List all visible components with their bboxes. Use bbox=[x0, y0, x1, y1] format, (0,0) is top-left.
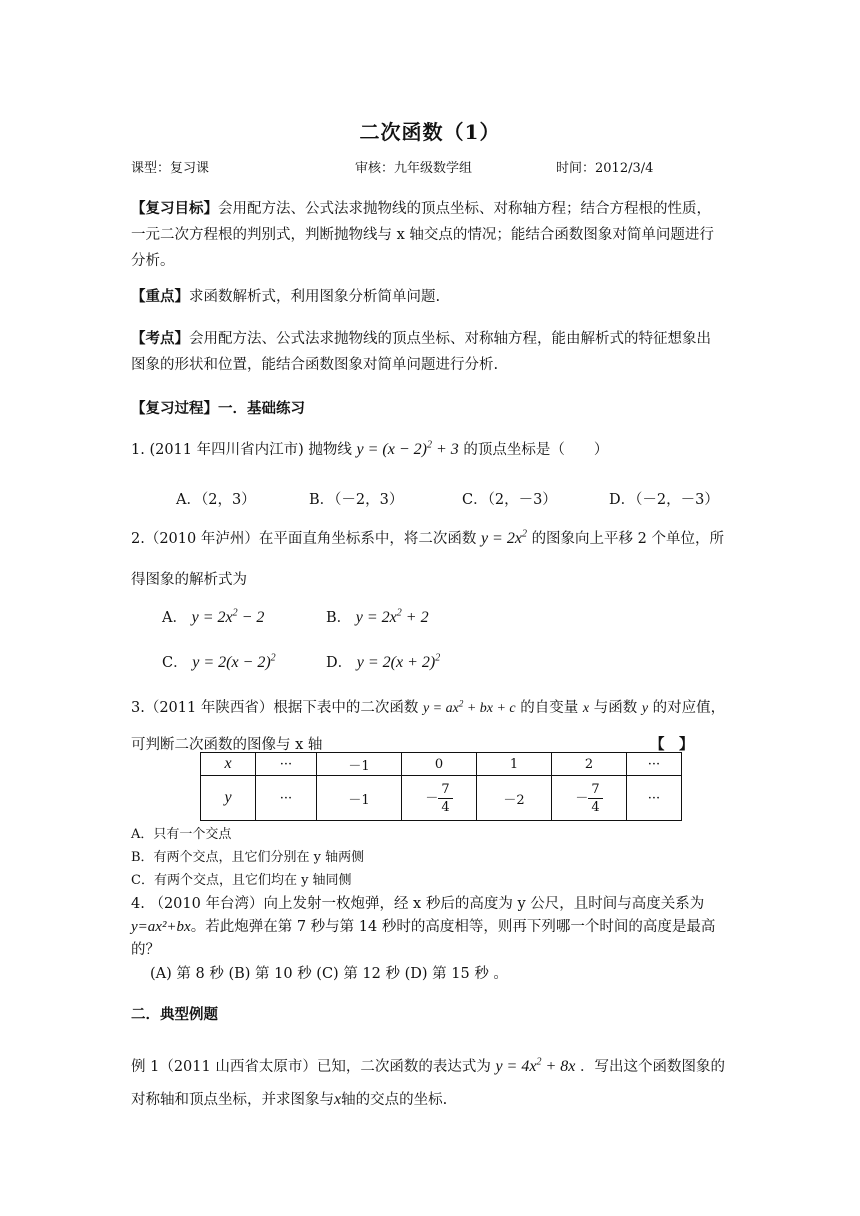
q2-formula: $y = 2x^2$ bbox=[480, 528, 527, 547]
q2-option-c: C． $y = 2(x - 2)^2$ bbox=[162, 652, 276, 671]
table-cell: －1 bbox=[317, 753, 402, 776]
lesson-type: 课型：复习课 bbox=[131, 161, 210, 176]
goals-line1: 会用配方法、公式法求抛物线的顶点坐标、对称轴方程；结合方程根的性质， bbox=[218, 201, 711, 217]
exam-point bbox=[131, 326, 731, 378]
q2-suffix: 的图象向上平移 2 个单位，所 bbox=[531, 531, 725, 547]
q1-suffix: 的顶点坐标是（ ） bbox=[463, 442, 609, 458]
table-cell: ··· bbox=[627, 753, 682, 776]
q2-line2: 得图象的解析式为 bbox=[131, 572, 247, 588]
q3-suffix3: 的对应值， bbox=[652, 700, 726, 716]
exam-point-line2: 图象的形状和位置，能结合函数图象对简单问题进行分析. bbox=[131, 357, 499, 373]
table-cell: 2 bbox=[552, 753, 627, 776]
fraction: $\frac{7}{4}$ bbox=[588, 781, 602, 816]
question-3 bbox=[131, 696, 725, 717]
reviewer: 审核：九年级数学组 bbox=[355, 161, 473, 176]
q3-line2: 可判断二次函数的图像与 x 轴 bbox=[131, 737, 323, 753]
review-process-heading bbox=[131, 396, 731, 422]
q2-option-d: D． $y = 2(x + 2)^2$ bbox=[326, 652, 441, 671]
q1-option-d: D．（－2，－3） bbox=[609, 492, 719, 508]
value-table bbox=[200, 752, 682, 821]
key-point bbox=[131, 284, 731, 310]
q4-options: (A) 第 8 秒 (B) 第 10 秒 (C) 第 12 秒 (D) 第 15 秒 。 bbox=[150, 966, 508, 982]
table-cell: －2 bbox=[477, 776, 552, 821]
q4-line3: 的？ bbox=[131, 942, 160, 958]
q2-option-b: B． $y = 2x^2 + 2$ bbox=[326, 607, 429, 626]
section2-heading: 二．典型例题 bbox=[131, 1006, 218, 1023]
q2-option-a: A． $y = 2x^2 - 2$ bbox=[162, 607, 265, 626]
table-cell: y bbox=[201, 776, 256, 821]
q1-option-c: C．（2，－3） bbox=[462, 492, 557, 508]
q3-answer-bracket: 【 】 bbox=[650, 736, 694, 753]
question-2 bbox=[131, 527, 724, 548]
table-row bbox=[201, 753, 682, 776]
goals-line2: 一元二次方程根的判别式，判断抛物线与 x 轴交点的情况；能结合函数图象对简单问题进行 bbox=[131, 227, 714, 243]
goals-label: 【复习目标】 bbox=[131, 200, 218, 217]
goals-line3: 分析。 bbox=[131, 253, 175, 269]
table-cell: ··· bbox=[627, 776, 682, 821]
table-row bbox=[201, 776, 682, 821]
q3-suffix2: 与函数 bbox=[593, 700, 638, 716]
example-1: 例 1（2011 山西省太原市）已知，二次函数的表达式为 $y = 4x^2 + 8x$ ．写出这个函数图象的 bbox=[131, 1056, 725, 1075]
table-cell: － $\frac{7}{4}$ bbox=[402, 776, 477, 821]
table-cell: 1 bbox=[477, 753, 552, 776]
q3-option-c: C．有两个交点，且它们均在 y 轴同侧 bbox=[131, 873, 352, 888]
q3-option-a: A．只有一个交点 bbox=[131, 827, 232, 842]
q3-var-x: x bbox=[582, 701, 590, 716]
q1-formula: $y = (x - 2)^2 + 3$ bbox=[356, 439, 459, 458]
q3-prefix: 3.（2011 年陕西省）根据下表中的二次函数 bbox=[131, 700, 419, 716]
q3-var-y: y bbox=[641, 701, 649, 716]
table-cell: －1 bbox=[317, 776, 402, 821]
fraction: $\frac{7}{4}$ bbox=[438, 781, 452, 816]
q4-line2: y=ax²+bx。若此炮弹在第 7 秒与第 14 秒时的高度相等，则再下列哪一个时间的高度是最高 bbox=[131, 919, 716, 935]
q3-option-b: B．有两个交点，且它们分别在 y 轴两侧 bbox=[131, 850, 365, 865]
exam-point-line1: 会用配方法、公式法求抛物线的顶点坐标、对称轴方程，能由解析式的特征想象出 bbox=[189, 331, 711, 347]
section1-heading: 一．基础练习 bbox=[218, 400, 305, 417]
example-1-line2: 对称轴和顶点坐标，并求图象与x轴的交点的坐标. bbox=[131, 1091, 448, 1108]
table-cell: ··· bbox=[256, 776, 317, 821]
exam-point-label: 【考点】 bbox=[131, 330, 189, 347]
q3-formula: $y = ax^2$ + bx + c bbox=[422, 698, 516, 716]
q1-option-b: B．（－2，3） bbox=[309, 492, 404, 508]
q3-suffix1: 的自变量 bbox=[520, 700, 579, 716]
q2-prefix: 2.（2010 年泸州）在平面直角坐标系中，将二次函数 bbox=[131, 531, 477, 547]
review-goals bbox=[131, 196, 731, 274]
table-cell: ··· bbox=[256, 753, 317, 776]
lesson-time: 时间：2012/3/4 bbox=[556, 161, 654, 176]
q1-prefix: 1. (2011 年四川省内江市) 抛物线 bbox=[131, 442, 352, 458]
question-1 bbox=[131, 438, 608, 459]
q4-line1: 4. （2010 年台湾）向上发射一枚炮弹，经 x 秒后的高度为 y 公尺，且时间与高度关系为 bbox=[131, 896, 705, 912]
page-title: 二次函数（1） bbox=[359, 120, 501, 144]
process-label: 【复习过程】 bbox=[131, 400, 218, 417]
key-point-label: 【重点】 bbox=[131, 288, 189, 305]
table-cell: － $\frac{7}{4}$ bbox=[552, 776, 627, 821]
q1-option-a: A．（2，3） bbox=[176, 492, 256, 508]
table-cell: x bbox=[201, 753, 256, 776]
key-point-text: 求函数解析式，利用图象分析简单问题. bbox=[189, 289, 441, 305]
table-cell: 0 bbox=[402, 753, 477, 776]
